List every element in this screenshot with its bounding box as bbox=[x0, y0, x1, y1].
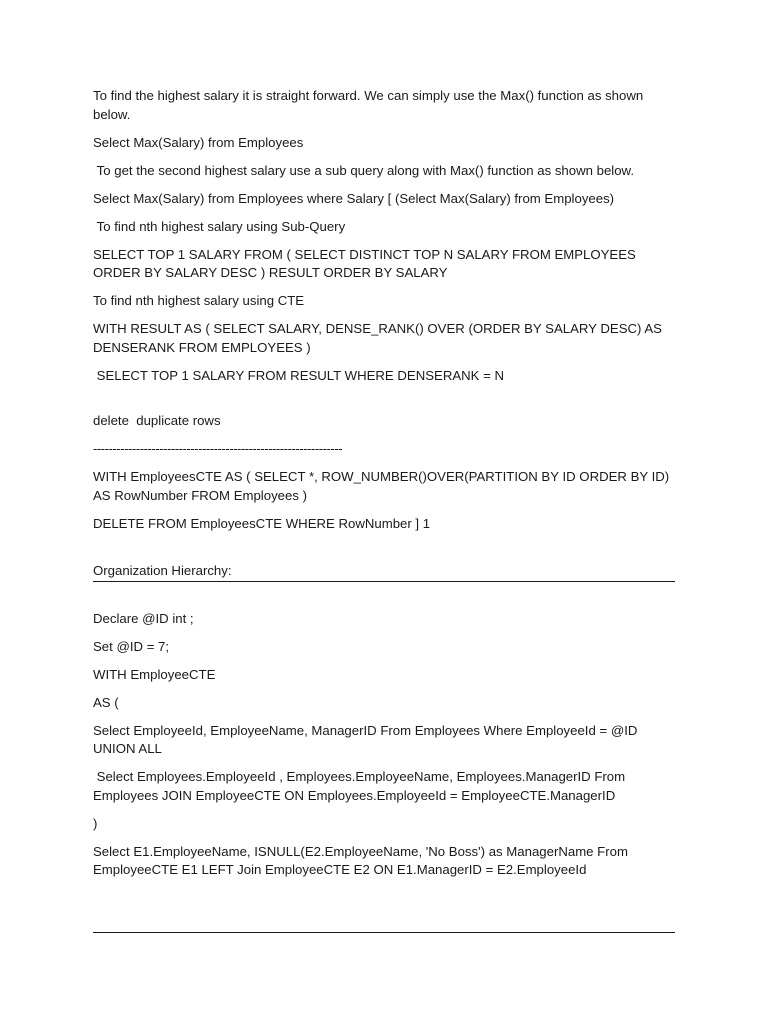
max-salary-query: Select Max(Salary) from Employees bbox=[93, 134, 304, 150]
nth-subquery-query: SELECT TOP 1 SALARY FROM ( SELECT DISTINCT TOP N SALARY FROM EMPLOYEES ORDER BY SALARY DESC ) RESULT ORDER BY SALARY bbox=[93, 246, 640, 280]
declare-id-statement: Declare @ID int ; bbox=[93, 610, 194, 626]
with-employeecte-line: WITH EmployeeCTE bbox=[93, 666, 216, 682]
delete-duplicates-heading: delete duplicate rows bbox=[93, 413, 221, 428]
second-highest-query: Select Max(Salary) from Employees where Salary [ (Select Max(Salary) from Employees) bbox=[93, 190, 615, 206]
intro-highest-salary-text: To find the highest salary it is straight forward. We can simply use the Max() function as shown below. bbox=[93, 88, 647, 122]
recursive-member-query: Select Employees.EmployeeId , Employees.EmployeeName, Employees.ManagerID From Employees JOIN EmployeeCTE ON Employees.EmployeeId = EmployeeCTE.ManagerID bbox=[93, 769, 629, 803]
close-paren-line: ) bbox=[93, 815, 98, 831]
anchor-member-query: Select EmployeeId, EmployeeName, ManagerID From Employees Where EmployeeId = @ID UNION ALL bbox=[93, 722, 642, 756]
final-select-query: Select E1.EmployeeName, ISNULL(E2.EmployeeName, 'No Boss') as ManagerName From EmployeeCTE E1 LEFT Join EmployeeCTE E2 ON E1.ManagerID = E2.EmployeeId bbox=[93, 843, 632, 877]
document-page bbox=[93, 87, 675, 889]
bottom-horizontal-rule bbox=[93, 932, 675, 933]
dashed-separator: ---------------------------------------------------------------- bbox=[93, 441, 343, 456]
as-open-paren-line: AS ( bbox=[93, 694, 119, 710]
set-id-statement: Set @ID = 7; bbox=[93, 638, 170, 654]
organization-hierarchy-heading: Organization Hierarchy: bbox=[93, 562, 675, 582]
duplicates-delete-query: DELETE FROM EmployeesCTE WHERE RowNumber ] 1 bbox=[93, 515, 431, 531]
nth-cte-definition-query: WITH RESULT AS ( SELECT SALARY, DENSE_RANK() OVER (ORDER BY SALARY DESC) AS DENSERANK FROM EMPLOYEES ) bbox=[93, 321, 666, 355]
nth-cte-intro-text: To find nth highest salary using CTE bbox=[93, 293, 305, 308]
second-highest-intro-text: To get the second highest salary use a sub query along with Max() function as shown below. bbox=[93, 162, 635, 178]
duplicates-cte-query: WITH EmployeesCTE AS ( SELECT *, ROW_NUMBER()OVER(PARTITION BY ID ORDER BY ID) AS RowNumber FROM Employees ) bbox=[93, 469, 673, 503]
nth-cte-select-query: SELECT TOP 1 SALARY FROM RESULT WHERE DENSERANK = N bbox=[93, 367, 505, 383]
nth-subquery-intro-text: To find nth highest salary using Sub-Query bbox=[93, 218, 346, 234]
